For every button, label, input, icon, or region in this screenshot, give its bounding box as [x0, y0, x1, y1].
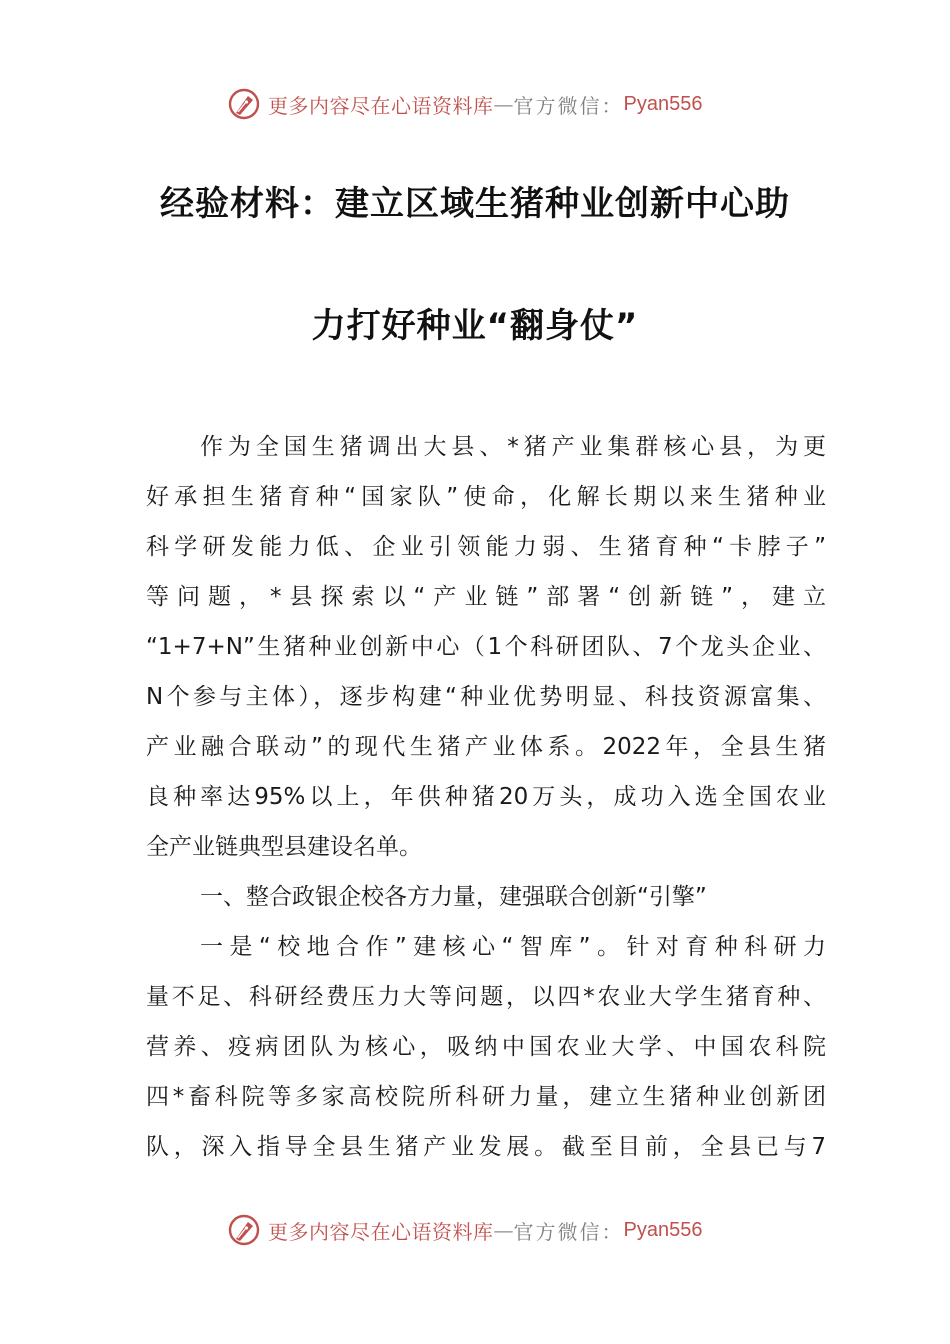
body-line: 良种率达95%以上，年供种猪20万头，成功入选全国农业 — [146, 784, 826, 810]
banner-wechat-label: 官方微信： — [513, 93, 624, 118]
body-line: 科学研发能力低、企业引领能力弱、生猪育种“卡脖子” — [146, 534, 826, 560]
body-line: “1+7+N”生猪种业创新中心（1个科研团队、7个龙头企业、 — [146, 634, 826, 660]
body-line: 作为全国生猪调出大县、*猪产业集群核心县，为更 — [200, 434, 826, 460]
body-line: 好承担生猪育种“国家队”使命，化解长期以来生猪种业 — [146, 484, 826, 510]
banner-main-text: 更多内容尽在心语资料库 — [268, 93, 494, 118]
body-line: 全产业链典型县建设名单。 — [146, 834, 422, 860]
body-line: 产业融合联动”的现代生猪产业体系。2022年，全县生猪 — [146, 734, 826, 760]
banner-wechat-id: Pyan556 — [623, 1218, 703, 1241]
header-banner — [226, 84, 702, 124]
banner-wechat-label: 官方微信： — [513, 1219, 624, 1244]
body-line: 一是“校地合作”建核心“智库”。针对育种科研力 — [200, 934, 826, 960]
banner-separator: — — [493, 1218, 514, 1242]
document-title-line-2: 力打好种业“翻身仗” — [311, 306, 639, 346]
banner-wechat-id: Pyan556 — [623, 92, 703, 115]
body-line: 等问题，*县探索以“产业链”部署“创新链”，建立 — [146, 584, 826, 610]
document-title-line-1: 经验材料：建立区域生猪种业创新中心助 — [160, 184, 790, 224]
footer-banner — [226, 1210, 702, 1250]
section-heading: 一、整合政银企校各方力量，建强联合创新“引擎” — [200, 884, 707, 910]
banner-main-text: 更多内容尽在心语资料库 — [268, 1219, 494, 1244]
body-line: 营养、疫病团队为核心，吸纳中国农业大学、中国农科院 — [146, 1034, 826, 1060]
pen-nib-logo-icon — [226, 86, 262, 122]
body-line: 四*畜科院等多家高校院所科研力量，建立生猪种业创新团 — [146, 1084, 826, 1110]
pen-nib-logo-icon — [226, 1212, 262, 1248]
body-line: 量不足、科研经费压力大等问题，以四*农业大学生猪育种、 — [146, 984, 826, 1010]
body-line: 队，深入指导全县生猪产业发展。截至目前，全县已与7 — [146, 1134, 826, 1160]
banner-separator: — — [493, 92, 514, 116]
body-line: N个参与主体），逐步构建“种业优势明显、科技资源富集、 — [146, 684, 826, 710]
